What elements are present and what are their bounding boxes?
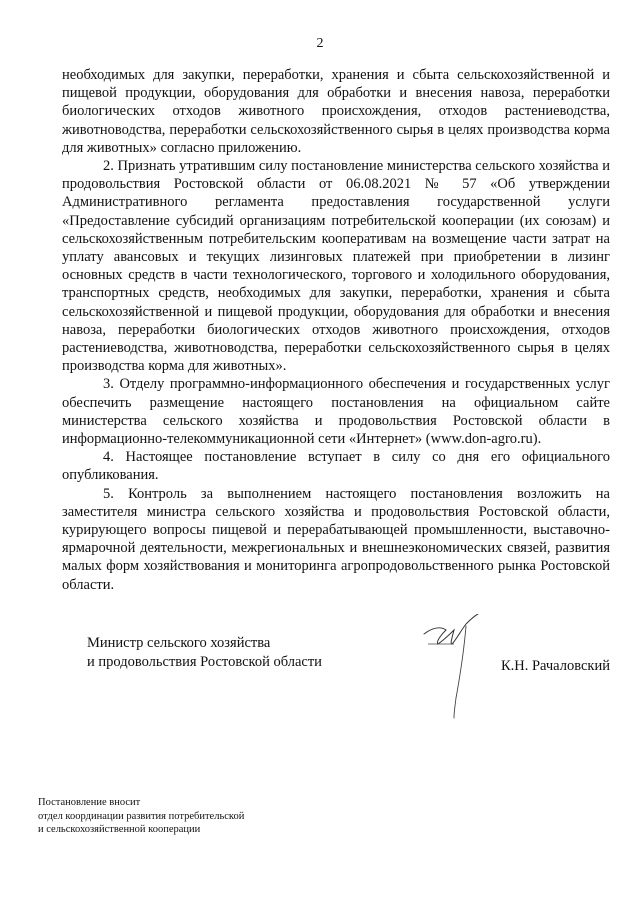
paragraph-2-repeal: 2. Признать утратившим силу постановление министерства сельского хозяйства и продовольствия Ростовской области от 06.08.2021 № 57 «Об утверждении Административного регламента предоставления государственной услуги «Предоставление субсидий организациям потребительской кооперации (их союзам) и сельскохозяйственным потребительским кооперативам на возмещение части затрат на уплату авансовых и текущих лизинговых платежей при приобретении в лизинг основных средств в части технологического, торгового и холодильного оборудования, транспортных средств, необходимых для закупки, переработки, хранения и сбыта сельскохозяйственной и пищевой продукции, оборудования для обработки и внесения навоза, переработки биологических отходов животного происхождения, отходов растениеводства, животноводства, переработки сельскохозяйственного сырья в целях производства корма для животных». xyxy=(62,158,610,375)
footer-line-1: Постановление вносит xyxy=(38,797,141,808)
footer-line-2: отдел координации развития потребительской xyxy=(38,810,245,822)
document-body xyxy=(62,66,610,594)
signature-block xyxy=(62,634,610,724)
signer-title-line-1: Министр сельского хозяйства xyxy=(87,635,271,651)
paragraph-3-publication: 3. Отделу программно-информационного обеспечения и государственных услуг обеспечить размещение настоящего постановления на официальном сайте министерства сельского хозяйства и продовольствия Ростовской области в информационно-телекоммуникационной сети «Интернет» (www.don-agro.ru). xyxy=(62,376,610,448)
signer-name: К.Н. Рачаловский xyxy=(500,658,610,674)
handwritten-signature xyxy=(410,614,500,724)
page-number: 2 xyxy=(316,36,324,51)
signer-title xyxy=(87,634,322,671)
paragraph-4-effective: 4. Настоящее постановление вступает в силу со дня его официального опубликования. xyxy=(62,449,610,484)
paragraph-continuation: необходимых для закупки, переработки, хранения и сбыта сельскохозяйственной и пищевой продукции, оборудования для обработки и внесения навоза, переработки биологических отходов животного происхождения, отходов растениеводства, животноводства, переработки сельскохозяйственного сырья в целях производства корма для животных» согласно приложению. xyxy=(62,67,610,156)
signer-title-line-2: и продовольствия Ростовской области xyxy=(87,653,322,670)
footer-note xyxy=(38,796,244,837)
footer-line-3: и сельскохозяйственной кооперации xyxy=(38,824,201,835)
paragraph-5-control: 5. Контроль за выполнением настоящего постановления возложить на заместителя министра сельского хозяйства и продовольствия Ростовской области, курирующего вопросы пищевой и перерабатывающей промышленности, выставочно-ярмарочной деятельности, межрегиональных и внешнеэкономических связей, развития малых форм хозяйствования и мониторинга агропродовольственного рынка Ростовской области. xyxy=(62,485,610,593)
